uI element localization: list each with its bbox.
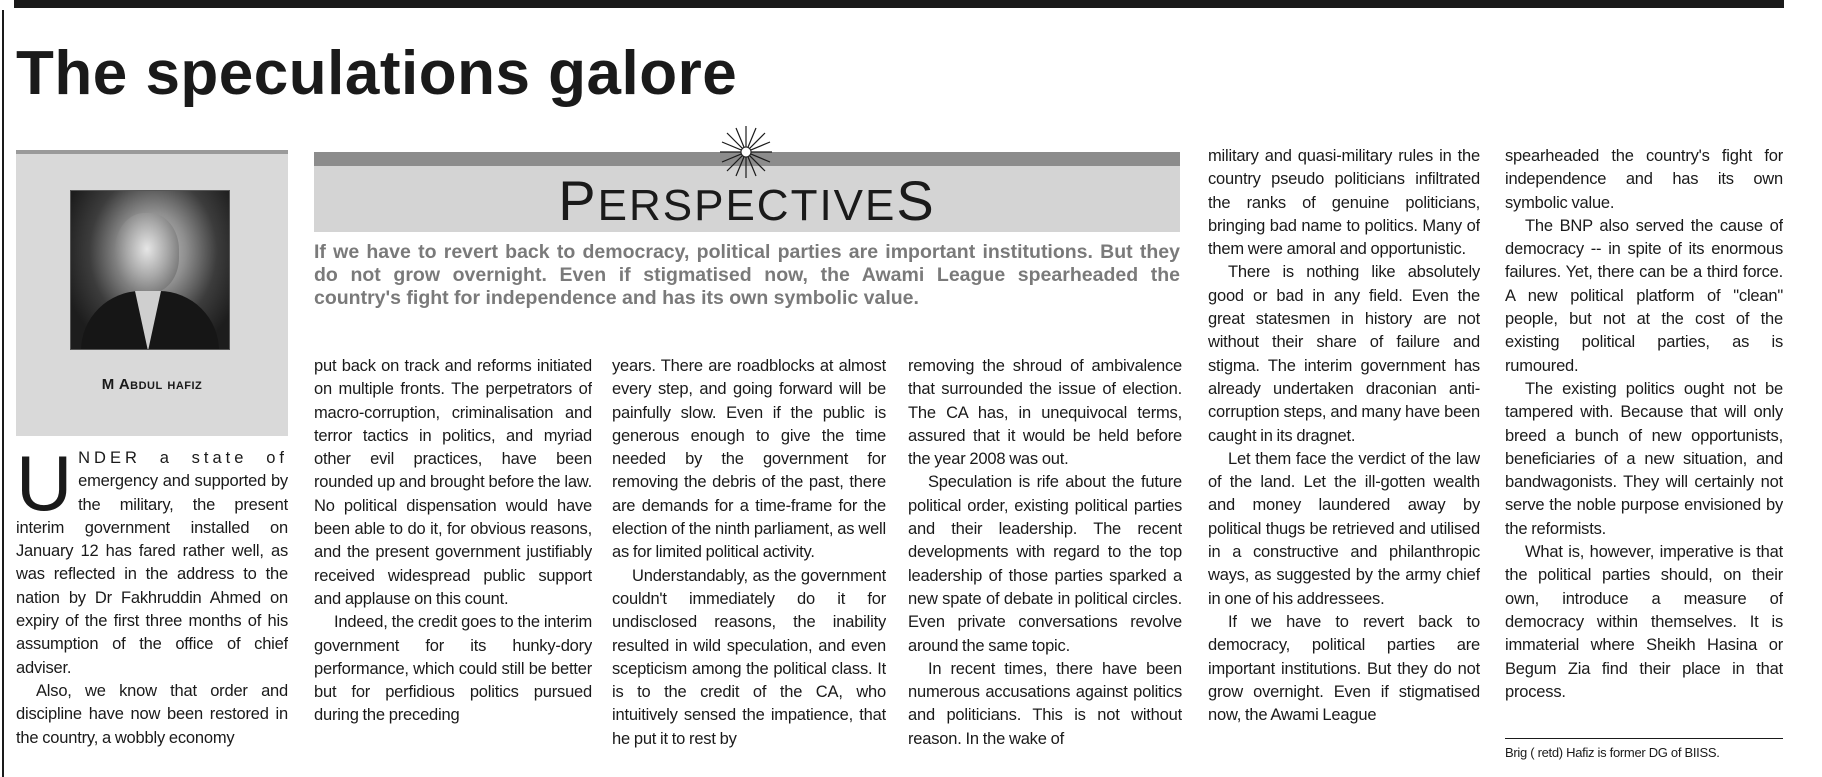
section-title-mid: ERSPECTIVE [597,181,897,230]
drop-cap: U [16,447,73,527]
paragraph: Let them face the verdict of the law of the land. Let the ill-gotten wealth and money laundered away by political thugs be retrieved and utilised in a constructive and philanthropic ways, as suggested by the army chief in one of his addressees. [1208,449,1480,608]
paragraph: There is nothing like absolutely good or bad in any field. Even the great statesmen in history are not without their share of failure and stigma. The interim government has already undertaken draconian anti-corruption steps, and many have been caught in its dragnet. [1208,263,1480,445]
paragraph: The existing politics ought not be tampered with. Because that will only breed a bunch of new opportunists, beneficiaries of a new situation, and bandwagonists. They will certainly not serve the noble purpose envisioned by the reformists. [1505,379,1783,538]
top-rule [14,0,1784,8]
pull-quote: If we have to revert back to democracy, political parties are important institutions. But they do not grow overnight. Even if stigmatised now, the Awami League spearheaded the country's fight for independence and has its own symbolic value. [314,241,1180,309]
author-bio: Brig ( retd) Hafiz is former DG of BIISS. [1505,745,1720,760]
paragraph: Understandably, as the government couldn't immediately do it for undisclosed reasons, the inability resulted in wild speculation, and even scepticism among the political class. It is to the credit of the CA, who intuitively sensed the impatience, that he put it to rest by [612,566,886,748]
lead-in: NDER a state of [78,449,288,467]
left-rule [2,10,4,777]
paragraph: In recent times, there have been numerous accusations against politics and politicians. This is not without reason. In the wake of [908,659,1182,748]
paragraph: military and quasi-military rules in the country pseudo politicians infiltrated the ranks of genuine politicians, bringing bad name to politics. Many of them were amoral and opportunistic. [1208,147,1480,259]
article-column-6 [1505,145,1783,735]
article-column-5 [1208,145,1480,777]
paragraph: spearheaded the country's fight for independence and has its own symbolic value. [1505,147,1783,212]
headline: The speculations galore [16,39,738,108]
section-title [314,168,1180,233]
article-column-4 [908,355,1182,777]
paragraph: put back on track and reforms initiated on multiple fronts. The perpetrators of macro-corruption, criminalisation and terror tactics in politics, and myriad other evil practices, have been rounded up and brought before the law. No political dispensation would have been able to do it, for obvious reasons, and the present government justifiably received widespread public support and applause on this count. [314,357,592,608]
paragraph: Speculation is rife about the future political order, existing political parties and their leadership. The recent developments with regard to the top leadership of those parties sparked a new spate of debate in political circles. Even private conversations revolve around the same topic. [908,473,1182,655]
section-title-last: S [896,169,936,232]
article-column-2 [314,355,592,777]
paragraph [16,447,288,680]
article-column-3 [612,355,886,777]
paragraph: Also, we know that order and discipline have now been restored in the country, a wobbly economy [16,681,288,747]
article-column-1 [16,447,288,777]
paragraph: years. There are roadblocks at almost every step, and going forward will be painfully slow. Even if the public is generous enough to give the time needed by the government for removing the debris of the past, there are demands for a time-frame for the election of the ninth parliament, as well as for limited political activity. [612,357,886,562]
paragraph: If we have to revert back to democracy, political parties are important institutions. But they do not grow overnight. Even if stigmatised now, the Awami League [1208,612,1480,725]
paragraph-text: emergency and supported by the military, the present interim government installed on January 12 has fared rather well, as was reflected in the address to the nation by Dr Fakhruddin Ahmed on expiry of the first three months of his assumption of the office of chief adviser. [16,472,288,677]
signature-rule [1505,738,1783,739]
author-photo [70,190,230,350]
paragraph: removing the shroud of ambivalence that surrounded the issue of election. The CA has, in unequivocal terms, assured that it would be held before the year 2008 was out. [908,357,1182,469]
author-name: M Abdul hafiz [101,376,203,393]
author-box [16,150,288,436]
paragraph: What is, however, imperative is that the political parties should, on their own, introduce a measure of democracy within themselves. It is immaterial where Sheikh Hasina or Begum Zia find their place in that process. [1505,543,1783,701]
paragraph: Indeed, the credit goes to the interim government for its hunky-dory performance, which could still be better but for perfidious politics pursued during the preceding [314,613,592,725]
section-title-first: P [558,169,598,232]
paragraph: The BNP also served the cause of democracy -- in spite of its enormous failures. Yet, there can be a third force. A new political platform of "clean" people, but not at the cost of the existing political parties, as is rumoured. [1505,216,1783,375]
